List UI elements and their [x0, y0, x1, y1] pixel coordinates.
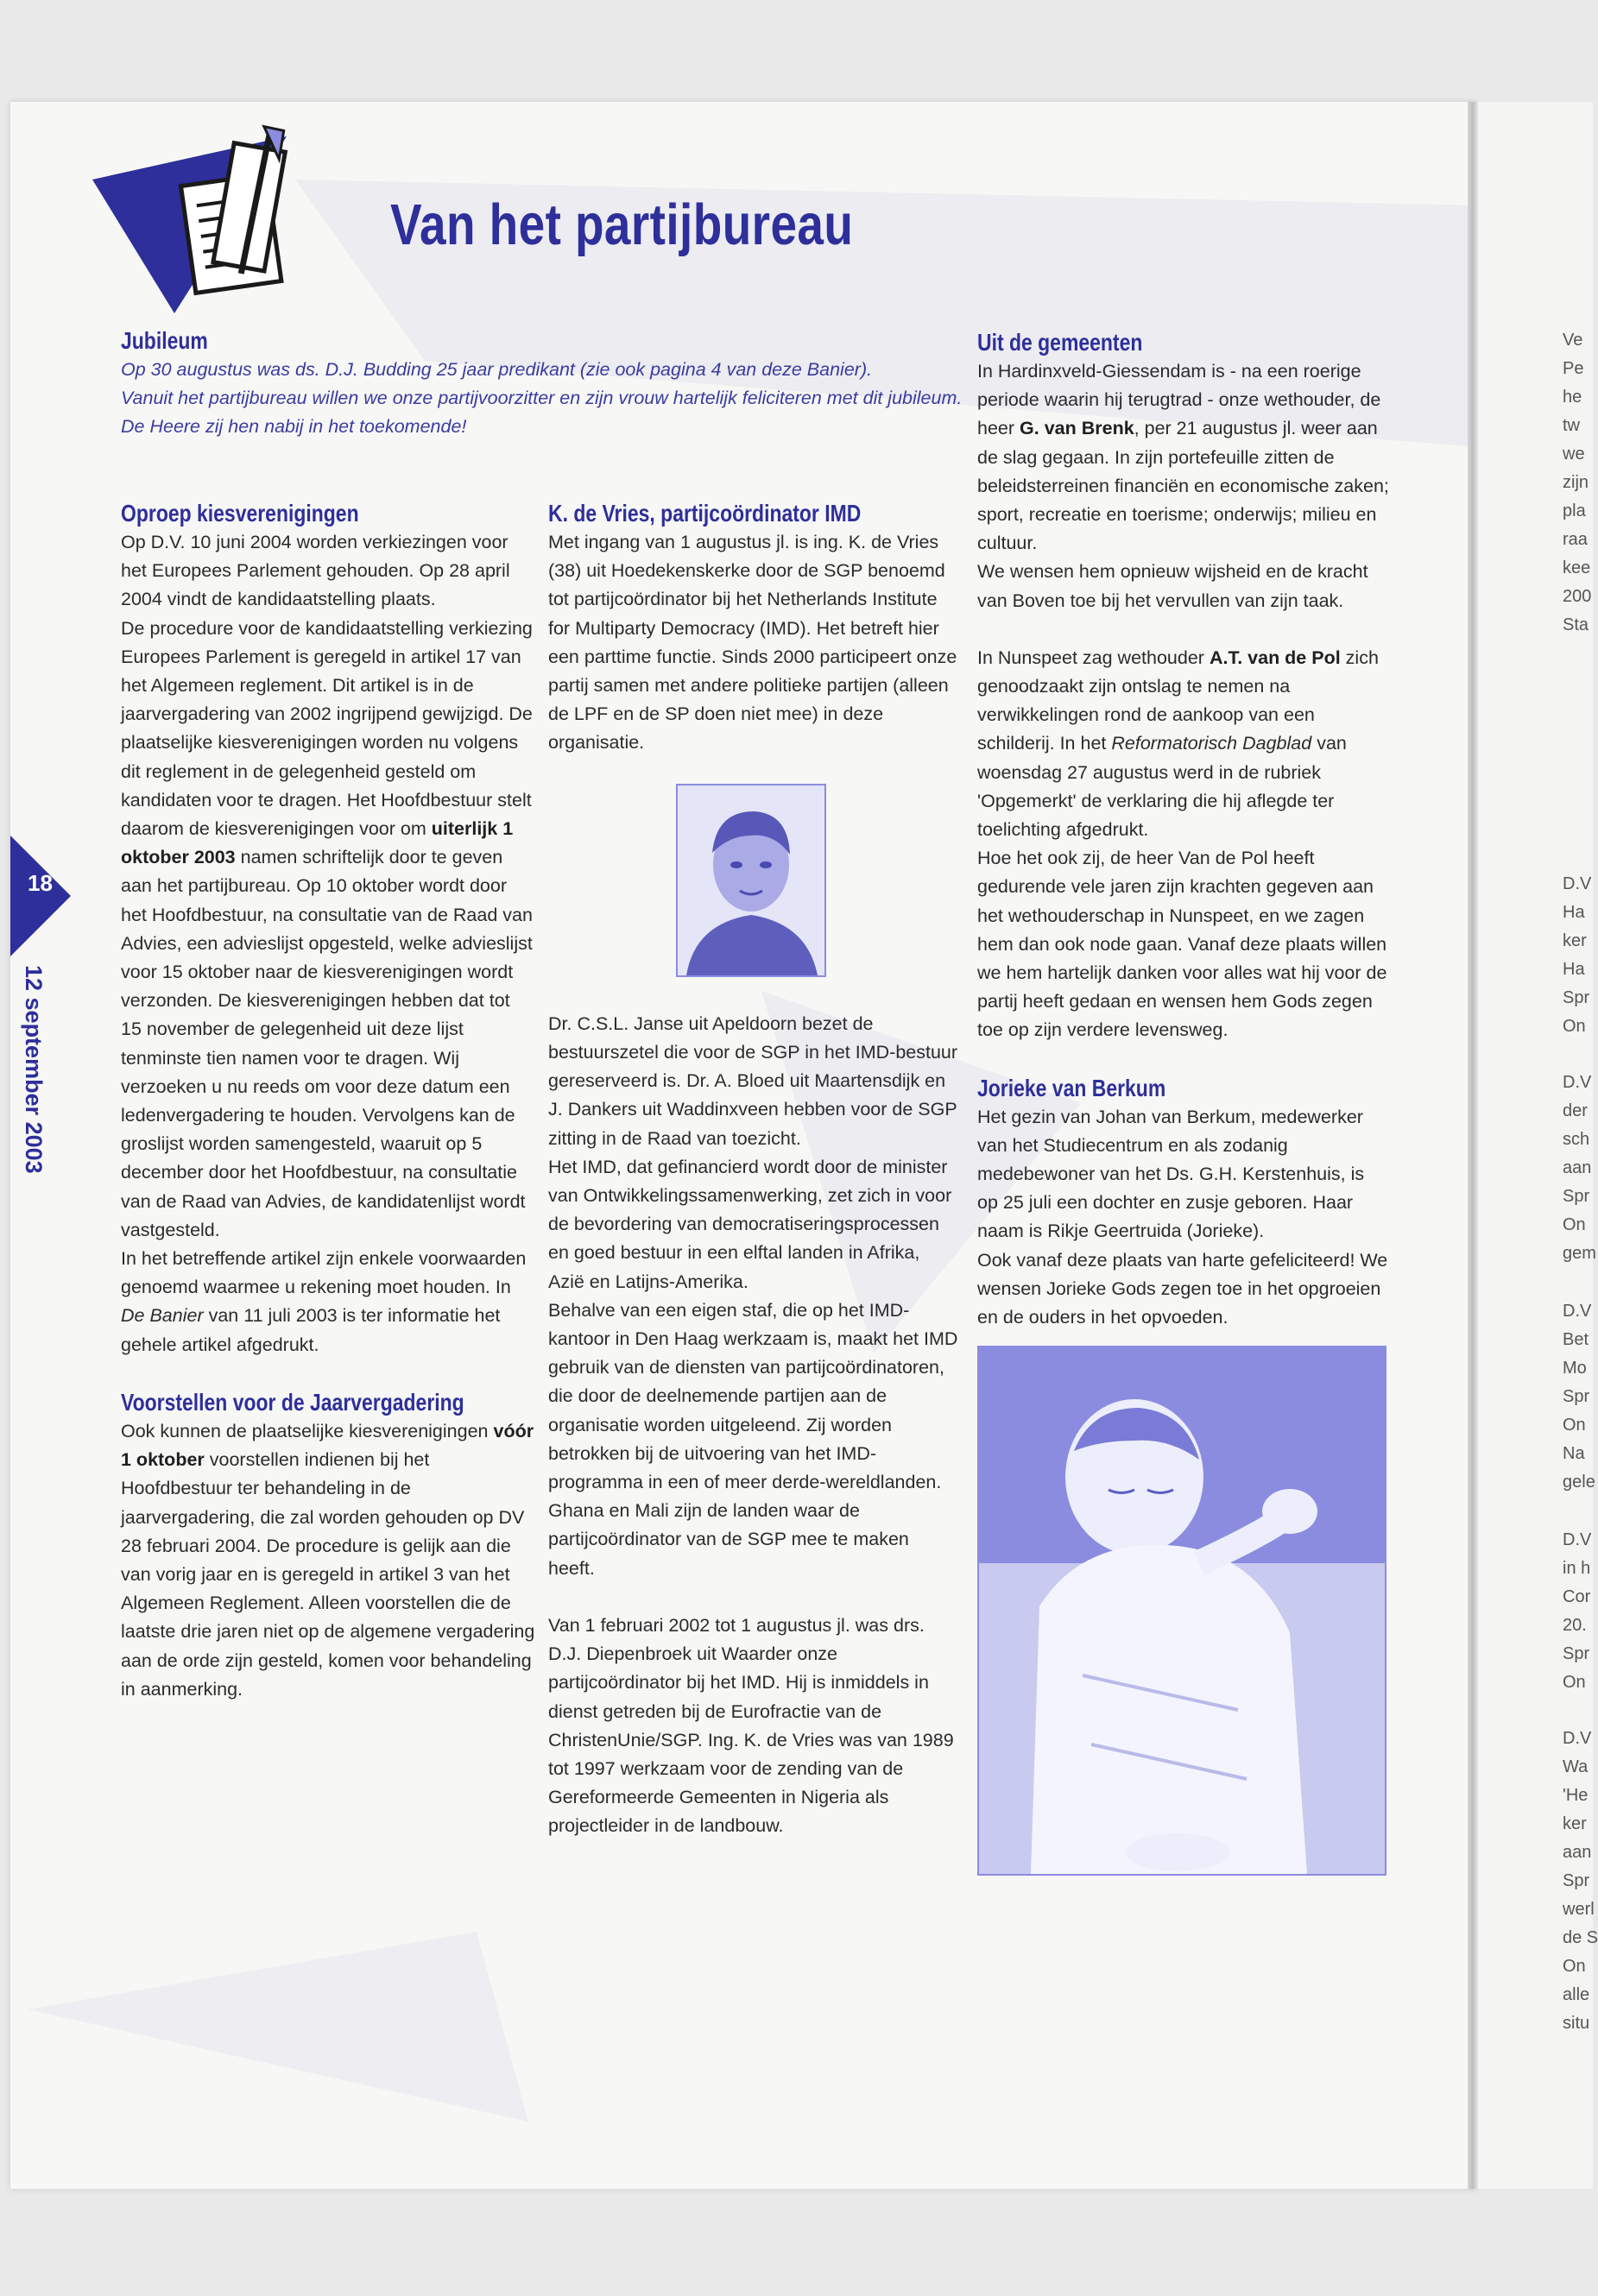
next-page-fragment: kee	[1563, 558, 1591, 577]
next-page-fragment: Ha	[1563, 960, 1585, 979]
next-page-fragment: Spr	[1563, 988, 1590, 1007]
next-page-fragment: 200	[1563, 587, 1592, 606]
next-page-fragment: On	[1563, 1957, 1586, 1976]
next-page-fragment: Sta	[1563, 615, 1589, 634]
next-page-fragment: zijn	[1563, 473, 1589, 492]
oproep-paragraph-1: Op D.V. 10 juni 2004 worden verkiezingen voor het Europees Parlement gehouden. Op 28 april 2004 vindt de kandidaatstelling plaats.	[121, 532, 510, 610]
next-page-fragment: raa	[1563, 530, 1588, 549]
next-page-fragment: On	[1563, 1416, 1586, 1435]
oproep-paragraph-3: In het betreffende artikel zijn enkele voorwaarden genoemd waarmee u rekening moet houden. In De Banier van 11 juli 2003 is ter informatie het gehele artikel afgedrukt.	[121, 1248, 527, 1355]
gemeenten-paragraph-1: In Hardinxveld-Giessendam is - na een roerige periode waarin hij terugtrad - onze wethouder, de heer G. van Brenk, per 21 augustus jl. weer aan de slag gegaan. In zijn portefeuille zitten de beleidsterreinen financiën en economische zaken; sport, recreatie en toerisme; onderwijs; milieu en cultuur.	[977, 361, 1389, 554]
portrait-photo	[676, 784, 958, 986]
next-page-fragment: he	[1563, 388, 1582, 407]
next-page-fragment: de S	[1563, 1928, 1598, 1947]
next-page-fragment: On	[1563, 1215, 1586, 1234]
next-page-fragment: sch	[1563, 1130, 1590, 1149]
voorstellen-heading: Voorstellen voor de Jaarvergadering	[121, 1388, 464, 1416]
column-right	[977, 328, 1390, 1885]
gemeenten-paragraph-3: In Nunspeet zag wethouder A.T. van de Pol zich genoodzaakt zijn ontslag te nemen na verwikkelingen rond de aankoop van een schilderij. In het Reformatorisch Dagblad van woensdag 27 augustus werd in de rubriek 'Opgemerkt' de verklaring die hij aflegde ter toelichting afgedrukt.	[977, 647, 1379, 841]
next-page-fragment: Mo	[1563, 1359, 1587, 1378]
jubileum-heading: Jubileum	[121, 327, 208, 354]
next-page-fragment: D.V	[1563, 1073, 1592, 1092]
jubileum-section	[121, 326, 971, 442]
issue-date: 12 september 2003	[21, 965, 47, 1174]
next-page-fragment: ker	[1563, 1814, 1587, 1833]
next-page-fragment: Spr	[1563, 1871, 1590, 1890]
voorstellen-deadline: vóór 1 oktober	[121, 1420, 534, 1471]
next-page-fragment: gem	[1563, 1244, 1596, 1263]
gemeenten-paragraph-2: We wensen hem opnieuw wijsheid en de kracht van Boven toe bij het vervullen van zijn taak.	[977, 561, 1368, 611]
magazine-page	[10, 102, 1478, 2189]
next-page-fragment: ker	[1563, 931, 1587, 950]
next-page-fragment: 20.	[1563, 1616, 1587, 1635]
devries-paragraph-4: Behalve van een eigen staf, die op het IMD-kantoor in Den Haag werkzaam is, maakt het IMD gebruik van de diensten van partijcoördinatoren, die door de deelnemende partijen aan de organisatie worden uitgeleend. Zij worden betrokken bij de uitvoering van het IMD- programma in een of meer derde-wereldlanden. Ghana en Mali zijn de landen waar de partijcoördinator van de SGP mee te maken heeft.	[548, 1299, 958, 1579]
next-page-fragment: Spr	[1563, 1644, 1590, 1663]
next-page-fragment: in h	[1563, 1559, 1591, 1578]
next-page-edge	[1478, 102, 1598, 2189]
next-page-fragment: pla	[1563, 501, 1586, 520]
next-page-fragment: der	[1563, 1101, 1588, 1120]
next-page-fragment: Spr	[1563, 1187, 1590, 1206]
next-page-fragment: 'He	[1563, 1786, 1589, 1805]
next-page-fragment: situ	[1563, 2014, 1590, 2033]
oproep-paragraph-2: De procedure voor de kandidaatstelling verkiezing Europees Parlement is geregeld in artikel 17 van het Algemeen reglement. Dit artikel is in de jaarvergadering van 2002 ingrijpend gewijzigd. De plaatselijke kiesverenigingen worden nu volgens dit reglement in de gelegenheid gesteld om kandidaten voor te dragen. Het Hoofdbestuur stelt daarom de kiesverenigingen voor om uiterlijk 1 oktober 2003 namen schriftelijk door te geven aan het partijbureau. Op 10 oktober wordt door het Hoofdbestuur, na consultatie van de Raad van Advies, een advieslijst opgesteld, welke advieslijst voor 15 oktober naar de kiesverenigingen wordt verzonden. De kiesverenigingen hebben dat tot 15 november de gelegenheid uit deze lijst tenminste tien namen voor te dragen. Wij verzoeken u nu reeds om voor deze datum een ledenvergadering te houden. Vervolgens kan de groslijst worden samengesteld, waaruit op 5 december door het Hoofdbestuur, na consultatie van de Raad van Advies, de kandidatenlijst wordt vastgesteld.	[121, 617, 533, 1240]
next-page-fragment: we	[1563, 445, 1585, 464]
page-title: Van het partijbureau	[390, 192, 854, 257]
next-page-fragment: On	[1563, 1017, 1586, 1036]
jubileum-line-2: Vanuit het partijbureau willen we onze partijvoorzitter en zijn vrouw hartelijk feliciteren met dit jubileum. De Heere zij hen nabij in het toekomende!	[121, 388, 963, 438]
next-page-fragment: alle	[1563, 1985, 1590, 2004]
gemeenten-paragraph-4: Hoe het ook zij, de heer Van de Pol heeft gedurende vele jaren zijn krachten gegeven aan het wethouderschap in Nunspeet, en we zagen hem dan ook node gaan. Vanaf deze plaats willen we hem hartelijk danken voor alles wat hij voor de partij heeft gedaan en wensen hem Gods zegen toe op zijn verdere levensweg.	[977, 848, 1387, 1041]
next-page-fragment: D.V	[1563, 1729, 1592, 1748]
document-quill-icon	[97, 136, 304, 322]
devries-paragraph-3: Het IMD, dat gefinancierd wordt door de minister van Ontwikkelingssamenwerking, zet zich in voor de bevordering van democratiseringsprocessen en goed bestuur in een elftal landen in Afrika, Azië en Latijns-Amerika.	[548, 1156, 952, 1292]
oproep-deadline: uiterlijk 1 oktober 2003	[121, 818, 514, 868]
next-page-fragment: tw	[1563, 416, 1580, 435]
devries-paragraph-2: Dr. C.S.L. Janse uit Apeldoorn bezet de bestuurszetel die voor de SGP in het IMD-bestuur gereserveerd is. Dr. A. Bloed uit Maartensdijk en J. Dankers uit Waddinxveen hebben voor de SGP zitting in de Raad van toezicht.	[548, 1012, 958, 1149]
gemeenten-heading: Uit de gemeenten	[977, 329, 1143, 356]
next-page-fragment: On	[1563, 1673, 1586, 1692]
devries-heading: K. de Vries, partijcoördinator IMD	[548, 500, 862, 527]
jorieke-paragraph-1: Het gezin van Johan van Berkum, medewerker van het Studiecentrum en als zodanig medebewoner van het Ds. G.H. Kerstenhuis, is op 25 juli een dochter en zusje geboren. Haar naam is Rikje Geertruida (Jorieke).	[977, 1106, 1365, 1242]
next-page-fragment: D.V	[1563, 1530, 1592, 1549]
next-page-fragment: D.V	[1563, 1302, 1592, 1321]
wethouder-brenk: G. van Brenk	[1020, 418, 1134, 439]
next-page-fragment: D.V	[1563, 874, 1592, 893]
jorieke-paragraph-2: Ook vanaf deze plaats van harte gefeliciteerd! We wensen Jorieke Gods zegen toe in het opgroeien en de ouders in het opvoeden.	[977, 1249, 1388, 1328]
next-page-fragment: Bet	[1563, 1330, 1589, 1349]
next-page-fragment: Wa	[1563, 1757, 1589, 1776]
page-number: 18	[28, 870, 53, 896]
page-fold	[1468, 102, 1478, 2189]
next-page-fragment: Cor	[1563, 1587, 1591, 1606]
voorstellen-paragraph: Ook kunnen de plaatselijke kiesverenigingen vóór 1 oktober voorstellen indienen bij het Hoofdbestuur ter behandeling in de jaarvergadering, die zal worden gehouden op DV 28 februari 2004. De procedure is gelijk aan die van vorig jaar en is geregeld in artikel 3 van het Algemeen Reglement. Alleen voorstellen die de laatste drie jaren niet op de algemene vergadering aan de orde zijn gesteld, komen voor behandeling in aanmerking.	[121, 1420, 535, 1700]
next-page-fragment: Spr	[1563, 1387, 1590, 1406]
next-page-fragment: Ve	[1563, 331, 1583, 350]
next-page-fragment: aan	[1563, 1843, 1592, 1862]
wethouder-pol: A.T. van de Pol	[1209, 647, 1341, 668]
devries-paragraph-5: Van 1 februari 2002 tot 1 augustus jl. was drs. D.J. Diepenbroek uit Waarder onze partijcoördinator bij het IMD. Hij is inmiddels in dienst getreden bij de Eurofractie van de ChristenUnie/SGP. Ing. K. de Vries was van 1989 tot 1997 werkzaam voor de zending van de Gereformeerde Gemeenten in Nigeria als projectleider in de landbouw.	[548, 1614, 954, 1837]
baby-photo	[977, 1346, 1390, 1884]
column-left	[121, 499, 535, 1704]
next-page-fragment: aan	[1563, 1158, 1592, 1177]
next-page-fragment: Pe	[1563, 359, 1584, 378]
oproep-heading: Oproep kiesverenigingen	[121, 500, 359, 527]
next-page-fragment: gele	[1563, 1473, 1595, 1492]
devries-paragraph-1: Met ingang van 1 augustus jl. is ing. K. de Vries (38) uit Hoedekenskerke door de SGP benoemd tot partijcoördinator bij het Netherlands Institute for Multiparty Democracy (IMD). Het betreft hier een parttime functie. Sinds 2000 participeert onze partij samen met andere politieke partijen (alleen de LPF en de SP doen niet mee) in deze organisatie.	[548, 532, 957, 754]
column-middle	[548, 499, 958, 1841]
jubileum-line-1: Op 30 augustus was ds. D.J. Budding 25 jaar predikant (zie ook pagina 4 van deze Banier).	[121, 359, 873, 380]
next-page-fragment: Ha	[1563, 903, 1585, 922]
next-page-fragment: Na	[1563, 1444, 1585, 1463]
jorieke-heading: Jorieke van Berkum	[977, 1074, 1166, 1101]
next-page-fragment: werl	[1563, 1900, 1595, 1919]
